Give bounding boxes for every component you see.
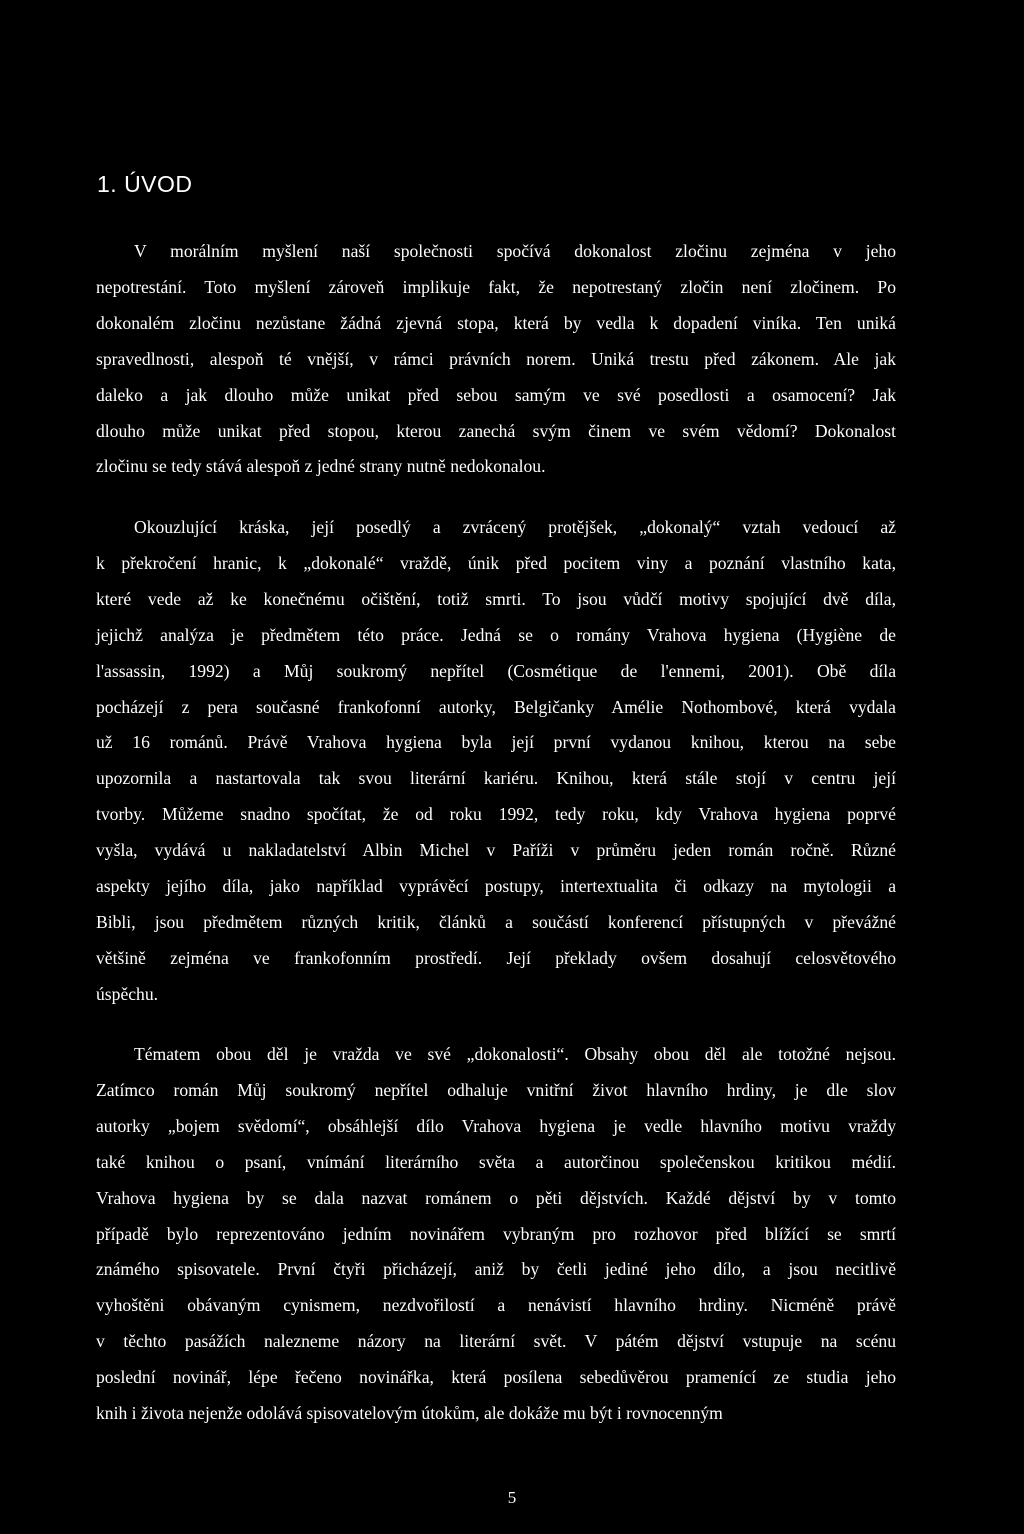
text-line: v těchto pasážích nalezneme názory na literární svět. V pátém dějství vstupuje na scénu (96, 1331, 896, 1352)
text-line: l'assassin, 1992) a Můj soukromý nepřítel (Cosmétique de l'ennemi, 2001). Obě díla (96, 660, 896, 681)
page-number: 5 (507, 1488, 517, 1507)
text-line: zločinu se tedy stává alespoň z jedné strany nutně nedokonalou. (96, 456, 546, 477)
text-line: Zatímco román Můj soukromý nepřítel odhaluje vnitřní život hlavního hrdiny, je dle slov (96, 1079, 896, 1100)
text-line: úspěchu. (96, 983, 159, 1004)
text-line: Vrahova hygiena by se dala nazvat románem o pěti dějstvích. Každé dějství by v tomto (96, 1187, 896, 1208)
text-line: také knihou o psaní, vnímání literárního světa a autorčinou společenskou kritikou médií. (96, 1151, 896, 1172)
text-line: které vede až ke konečnému očištění, totiž smrti. To jsou vůdčí motivy spojující dvě díla, (96, 588, 896, 609)
text-line: už 16 románů. Právě Vrahova hygiena byla její první vydanou knihou, kterou na sebe (96, 732, 896, 753)
text-line: poslední novinář, lépe řečeno novinářka, která posílena sebedůvěrou pramenící ze studia jeho (96, 1367, 896, 1388)
text-line: daleko a jak dlouho může unikat před sebou samým ve své posedlosti a osamocení? Jak (96, 384, 896, 405)
text-line: tvorby. Můžeme snadno spočítat, že od roku 1992, tedy roku, kdy Vrahova hygiena poprvé (96, 804, 896, 825)
text-line: Okouzlující kráska, její posedlý a zvrácený protějšek, „dokonalý“ vztah vedoucí až (134, 517, 896, 537)
text-line: dlouho může unikat před stopou, kterou zanechá svým činem ve svém vědomí? Dokonalost (96, 420, 896, 441)
text-line: spravedlnosti, alespoň té vnější, v rámci právních norem. Uniká trestu před zákonem. Ale jak (96, 348, 896, 369)
chapter-heading: 1. ÚVOD (97, 171, 193, 197)
paragraph-1 (96, 234, 896, 485)
text-line: Tématem obou děl je vražda ve své „dokonalosti“. Obsahy obou děl ale totožné nejsou. (134, 1044, 896, 1064)
text-line: dokonalém zločinu nezůstane žádná zjevná stopa, která by vedla k dopadení viníka. Ten uniká (96, 312, 896, 333)
text-line: aspekty jejího díla, jako například vyprávěcí postupy, intertextualita či odkazy na mytologii a (96, 876, 896, 897)
text-line: autorky „bojem svědomí“, obsáhlejší dílo Vrahova hygiena je vedle hlavního motivu vraždy (96, 1115, 896, 1136)
text-line: vyšla, vydává u nakladatelství Albin Michel v Paříži v průměru jeden román ročně. Různé (96, 840, 896, 861)
text-line: vyhoštěni obávaným cynismem, nezdvořilostí a nenávistí hlavního hrdiny. Nicméně právě (96, 1295, 896, 1316)
text-line: Bibli, jsou předmětem různých kritik, článků a součástí konferencí přístupných v převážné (96, 911, 896, 932)
text-line: případě bylo reprezentováno jedním novinářem vybraným pro rozhovor před blížící se smrtí (96, 1223, 896, 1244)
text-line: knih i života nejenže odolává spisovatelovým útokům, ale dokáže mu být i rovnocenným (96, 1403, 723, 1424)
text-line: většině zejména ve frankofonním prostředí. Její překlady ovšem dosahují celosvětového (96, 947, 896, 968)
text-line: známého spisovatele. První čtyři přicházejí, aniž by četli jediné jeho dílo, a jsou necitlivě (96, 1259, 896, 1280)
text-line: upozornila a nastartovala tak svou literární kariéru. Knihou, která stále stojí v centru její (96, 768, 896, 789)
text-line: nepotrestání. Toto myšlení zároveň implikuje fakt, že nepotrestaný zločin není zločinem. Po (96, 276, 896, 297)
text-line: pocházejí z pera současné frankofonní autorky, Belgičanky Amélie Nothombové, která vydala (96, 696, 896, 717)
text-line: V morálním myšlení naší společnosti spočívá dokonalost zločinu zejména v jeho (134, 241, 896, 261)
paragraph-3 (96, 1037, 896, 1432)
paragraph-2 (96, 510, 896, 1013)
text-line: k překročení hranic, k „dokonalé“ vraždě, únik před pocitem viny a poznání vlastního kata, (96, 552, 896, 573)
text-line: jejichž analýza je předmětem této práce. Jedná se o romány Vrahova hygiena (Hygiène de (96, 624, 896, 645)
